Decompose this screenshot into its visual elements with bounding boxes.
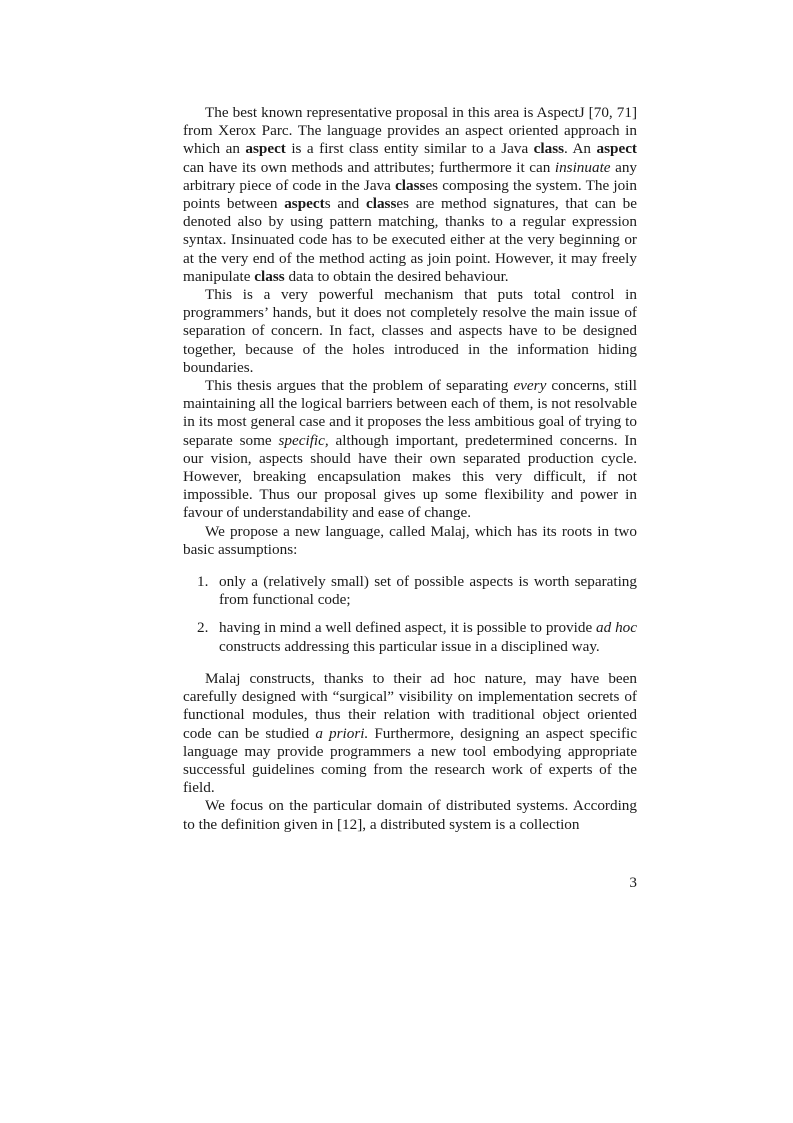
text-run: s and (324, 195, 366, 213)
assumptions-list (183, 573, 637, 656)
keyword-aspect: aspect (596, 140, 637, 158)
page-body (183, 104, 637, 834)
emphasis-every: every (513, 377, 547, 395)
list-item-text: having in mind a well defined aspect, it is possible to provide (219, 619, 597, 637)
keyword-class: class (533, 140, 565, 158)
text-run: . An (564, 140, 597, 158)
list-item-text: only a (relatively small) set of possible aspects is worth separating from functional code; (219, 573, 637, 609)
text-run: The best known representative proposal in this area is AspectJ [70, 71] from Xerox Parc. The language provides an aspect oriented approach in which an (183, 104, 637, 158)
list-number: 2. (197, 619, 209, 637)
text-run: although important, predetermined concerns. In our vision, aspects should have their own separated production cycle. However, breaking encapsulation makes this very difficult, if not impossible. Thus our proposal gives up some flexibility and power in favour of understandability and ease of change. (183, 431, 637, 522)
list-item (183, 619, 637, 655)
text-run: concerns, still maintaining all the logical barriers between each of them, is not resolvable in its most general case and it proposes the less ambitious goal of trying to separate some (183, 377, 637, 449)
emphasis-ad-hoc: ad hoc (596, 619, 637, 637)
text-run: Malaj constructs, thanks to their ad hoc nature, may have been carefully designed with “surgical” visibility on implementation secrets of functional modules, thus their relation with traditional object oriented code can be studied (183, 669, 637, 742)
list-item-text: constructs addressing this particular issue in a disciplined way. (219, 637, 600, 655)
paragraph-malaj-intro: We propose a new language, called Malaj, which has its roots in two basic assumptions: (183, 522, 637, 558)
keyword-class: class (365, 195, 397, 213)
paragraph-distributed-systems: We focus on the particular domain of distributed systems. According to the definition given in [12], a distributed system is a collection (183, 797, 637, 833)
keyword-aspect: aspect (245, 140, 286, 158)
paragraph-aspectj (183, 104, 637, 286)
text-run: can have its own methods and attributes; furthermore it can (183, 158, 555, 176)
emphasis-insinuate: insinuate (554, 158, 611, 176)
paragraph-thesis (183, 377, 637, 523)
emphasis-a-priori: a priori. (315, 724, 369, 742)
text-run: es are method signatures, that can be denoted also by using pattern matching, thanks to a regular expression syntax. Insinuated code has to be executed either at the very beginning or at the very end of the method acting as join point. However, it may freely manipulate (183, 195, 638, 285)
text-run: es composing the system. The join points between (183, 176, 638, 213)
keyword-class: class (395, 176, 426, 194)
list-number: 1. (197, 573, 209, 591)
keyword-aspect: aspect (284, 195, 325, 213)
page-number: 3 (629, 874, 637, 891)
paragraph-mechanism: This is a very powerful mechanism that puts total control in programmers’ hands, but it does not completely resolve the main issue of separation of concern. In fact, classes and aspects have to be designed together, because of the holes introduced in the information hiding boundaries. (183, 286, 637, 376)
emphasis-specific: specific, (278, 431, 329, 449)
text-run: data to obtain the desired behaviour. (284, 267, 509, 285)
text-run: is a first class entity similar to a Java (285, 140, 534, 158)
text-run: This thesis argues that the problem of separating (205, 377, 514, 395)
list-item (183, 573, 637, 609)
text-run: Furthermore, designing an aspect specific language may provide programmers a new tool embodying appropriate successful guidelines coming from the research work of experts of the field. (183, 724, 638, 797)
paragraph-malaj-constructs (183, 670, 637, 797)
keyword-class: class (254, 267, 285, 285)
text-run: any arbitrary piece of code in the Java (183, 158, 638, 194)
